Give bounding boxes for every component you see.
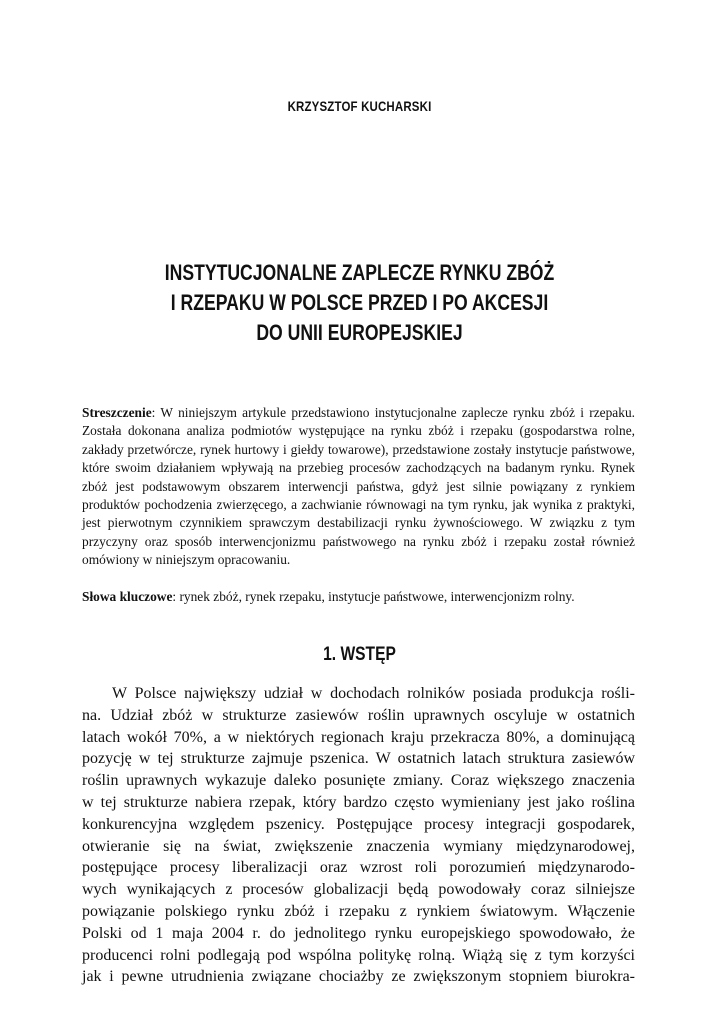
body-line: powiązanie polskiego rynku zbóż i rzepaku z rynkiem światowym. Włączenie xyxy=(82,902,635,920)
abstract xyxy=(82,404,635,570)
paper-title xyxy=(72,258,647,348)
body-line: Polski od 1 maja 2004 r. do jednolitego rynku europejskiego spowodowało, że xyxy=(82,924,635,942)
body-line: w tej strukturze nabiera rzepak, który bardzo często wymieniany jest jako roślina xyxy=(82,793,635,811)
body-line: postępujące procesy liberalizacji oraz wzrost roli porozumień międzynarodo- xyxy=(82,859,635,877)
body-line: latach wokół 70%, a w niektórych regionach kraju przekracza 80%, a dominującą xyxy=(82,728,635,746)
keywords xyxy=(82,588,642,606)
body-line: W Polsce największy udział w dochodach rolników posiada produkcja rośli- xyxy=(112,685,635,702)
section-heading: 1. WSTĘP xyxy=(323,644,396,665)
keywords-label: Słowa kluczowe xyxy=(82,589,173,604)
body-paragraph xyxy=(82,683,635,988)
body-line: jak i pewne utrudnienia związane chociażby ze zwiększonym stopniem biurokra- xyxy=(82,968,635,986)
author-name: KRZYSZTOF KUCHARSKI xyxy=(287,98,432,114)
body-line: na. Udział zbóż w strukturze zasiewów roślin uprawnych oscyluje w ostatnich xyxy=(82,706,635,724)
title-line: INSTYTUCJONALNE ZAPLECZE RYNKU ZBÓŻ xyxy=(164,260,555,285)
body-line: wych wynikających z procesów globalizacji będą powodowały coraz silniejsze xyxy=(82,881,635,899)
body-line: producenci rolni podlegają pod wspólna politykę rolną. Wiążą się z tym korzyści xyxy=(82,946,635,964)
title-line: DO UNII EUROPEJSKIEJ xyxy=(256,320,463,345)
body-line: konkurencyjna względem pszenicy. Postępujące procesy integracji gospodarek, xyxy=(82,815,635,833)
body-line: roślin uprawnych wykazuje daleko posunięte zmiany. Coraz większego znaczenia xyxy=(82,772,635,790)
title-line: I RZEPAKU W POLSCE PRZED I PO AKCESJI xyxy=(170,290,549,315)
abstract-text: : W niniejszym artykule przedstawiono instytucjonalne zaplecze rynku zbóż i rzepaku. Została dokonana analiza podmiotów występujące na rynku zbóż i rzepaku (gospodarstwa rolne, zakłady przetwórcze, rynek hurtowy i giełdy towarowe), przedstawione zostały instytucje państwowe, które swoim działaniem wpływają na przebieg procesów zachodzących na badanym rynku. Rynek zbóż jest podstawowym obszarem interwencji państwa, gdyż jest silnie powiązany z rynkiem produktów pochodzenia zwierzęcego, a zachwianie równowagi na tym rynku, jak wynika z praktyki, jest pierwotnym czynnikiem sprawczym destabilizacji rynku żywnościowego. W związku z tym przyczyny oraz sposób interwencjonizmu państwowego na rynku zbóż i rzepaku został również omówiony w niniejszym opracowaniu. xyxy=(82,405,635,568)
body-line: otwieranie się na świat, zwiększenie znaczenia wymiany międzynarodowej, xyxy=(82,837,635,855)
body-line: pozycję w tej strukturze zajmuje pszenica. W ostatnich latach struktura zasiewów xyxy=(82,750,635,768)
keywords-text: : rynek zbóż, rynek rzepaku, instytucje państwowe, interwencjonizm rolny. xyxy=(172,589,575,604)
abstract-label: Streszczenie xyxy=(82,405,152,420)
